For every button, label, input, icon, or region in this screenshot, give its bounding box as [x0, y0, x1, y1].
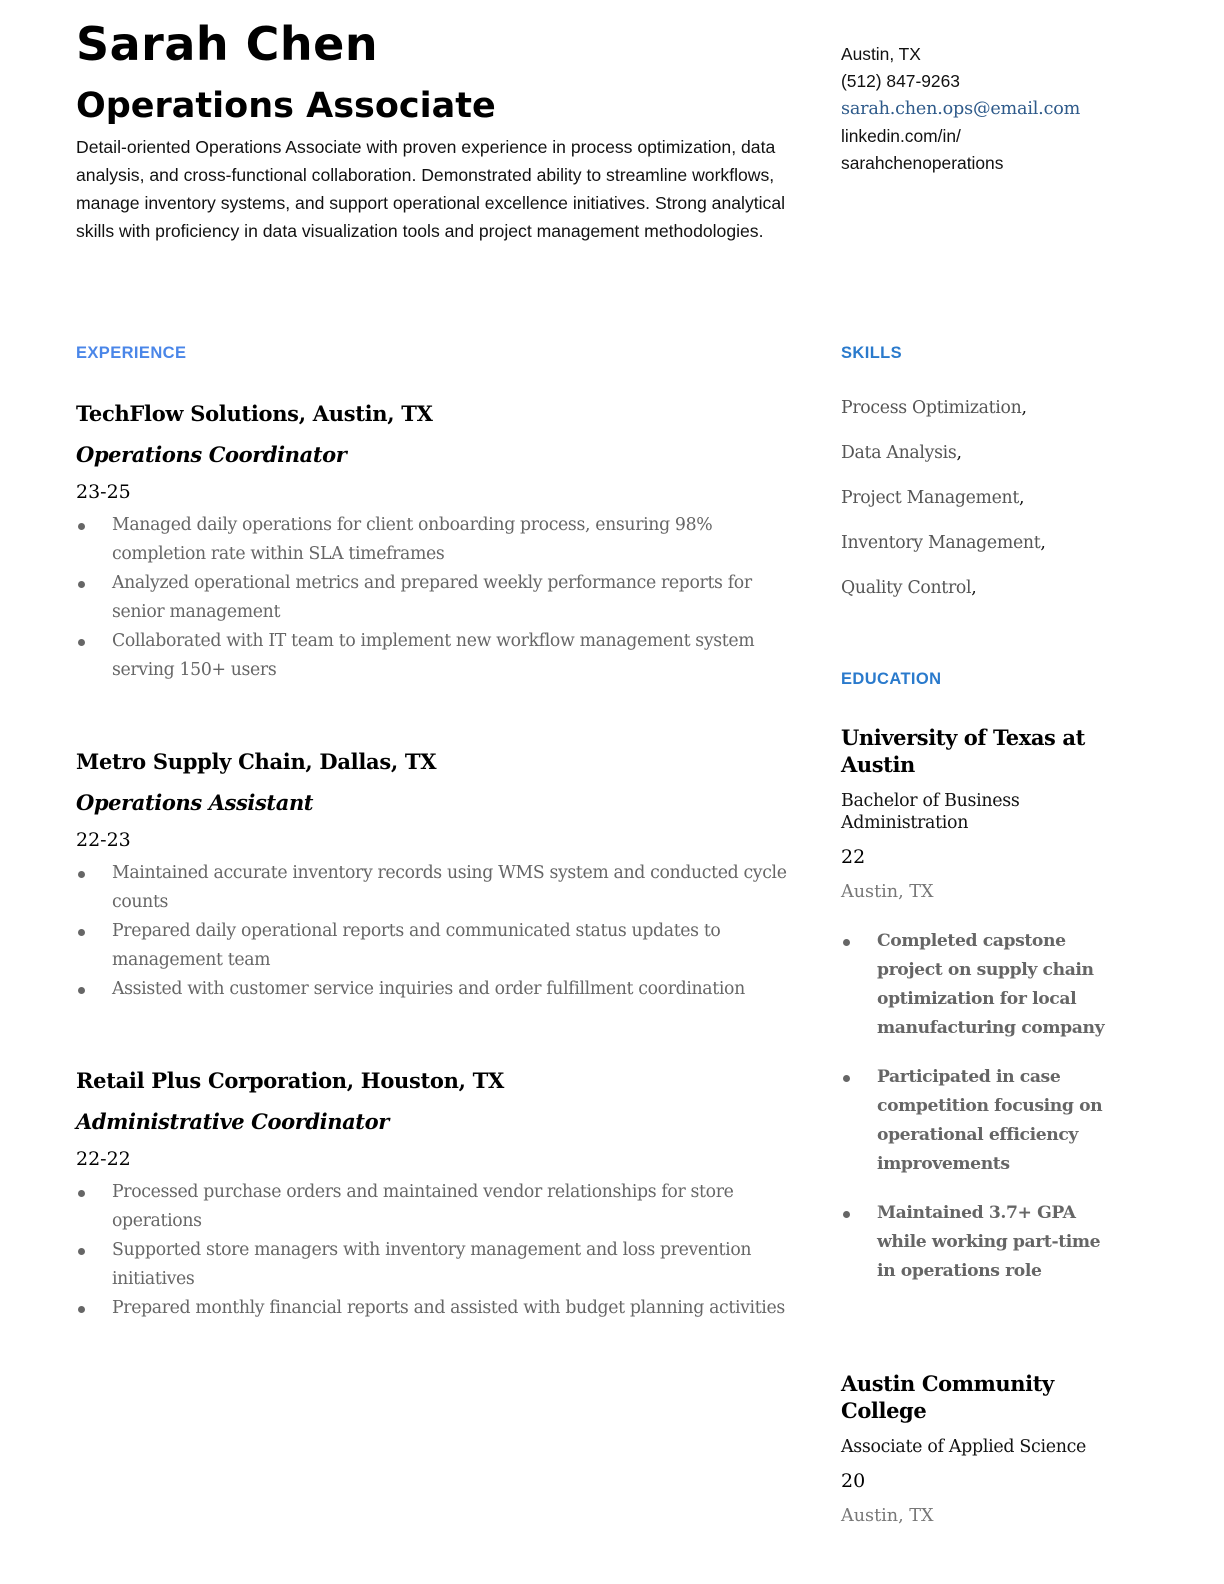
- bullet-icon: [78, 523, 85, 530]
- bullet-text: Collaborated with IT team to implement new workflow management system serving 150+ users: [112, 631, 755, 680]
- bullet-item: [841, 1063, 1111, 1179]
- skill-separator: ,: [1040, 533, 1046, 553]
- bullet-item: [76, 627, 791, 685]
- contact-location: Austin, TX: [841, 44, 921, 64]
- skill-item: [841, 394, 1121, 439]
- skill-label: Inventory Management: [841, 533, 1041, 553]
- contact-info: [841, 41, 1121, 177]
- contact-linkedin-line-1: linkedin.com/in/: [841, 125, 961, 146]
- graduation-year: 22: [841, 846, 866, 868]
- skills-heading: SKILLS: [841, 344, 903, 362]
- bullet-text: Maintained accurate inventory records using WMS system and conducted cycle counts: [112, 863, 787, 912]
- bullet-item: [76, 1178, 791, 1236]
- graduation-year: 20: [841, 1470, 866, 1492]
- job-bullets: [76, 511, 791, 685]
- bullet-item: [76, 975, 791, 1004]
- skill-label: Quality Control: [841, 578, 972, 598]
- school-location: Austin, TX: [841, 882, 934, 902]
- bullet-icon: [78, 581, 85, 588]
- job-dates: 22-22: [76, 1148, 131, 1170]
- bullet-text: Prepared daily operational reports and communicated status updates to management team: [112, 921, 721, 970]
- job-dates: 23-25: [76, 481, 131, 503]
- contact-phone: (512) 847-9263: [841, 71, 960, 92]
- job-bullets: [76, 859, 791, 1004]
- job-role: Operations Coordinator: [76, 442, 347, 467]
- skill-item: [841, 574, 1121, 619]
- bullet-icon: [78, 639, 85, 646]
- bullet-icon: [78, 1248, 85, 1255]
- school-name: Austin Community College: [841, 1371, 1054, 1423]
- skill-item: [841, 484, 1121, 529]
- bullet-text: Supported store managers with inventory management and loss prevention initiatives: [112, 1240, 752, 1289]
- experience-heading: EXPERIENCE: [76, 344, 187, 362]
- company-name: Metro Supply Chain, Dallas, TX: [76, 749, 437, 774]
- skill-separator: ,: [956, 443, 962, 463]
- education-entry: [841, 1370, 1111, 1529]
- bullet-icon: [843, 1211, 850, 1218]
- job-bullets: [76, 1178, 791, 1323]
- bullet-item: [841, 1199, 1111, 1286]
- bullet-text: Participated in case competition focusing on operational efficiency improvements: [877, 1067, 1103, 1174]
- bullet-item: [841, 927, 1111, 1043]
- experience-entry: [76, 1067, 791, 1323]
- bullet-item: [76, 569, 791, 627]
- job-title: Operations Associate: [76, 86, 496, 126]
- bullet-text: Analyzed operational metrics and prepared weekly performance reports for senior management: [112, 573, 752, 622]
- education-heading: EDUCATION: [841, 670, 942, 688]
- bullet-text: Maintained 3.7+ GPA while working part-time in operations role: [877, 1203, 1101, 1281]
- skill-separator: ,: [1021, 398, 1027, 418]
- bullet-text: Managed daily operations for client onboarding process, ensuring 98% completion rate within SLA timeframes: [112, 515, 713, 564]
- bullet-icon: [78, 929, 85, 936]
- skill-label: Data Analysis: [841, 443, 957, 463]
- skill-item: [841, 439, 1121, 484]
- education-entry: [841, 724, 1111, 1306]
- bullet-text: Assisted with customer service inquiries and order fulfillment coordination: [112, 979, 745, 999]
- bullet-text: Completed capstone project on supply chain optimization for local manufacturing company: [877, 931, 1105, 1038]
- bullet-text: Prepared monthly financial reports and assisted with budget planning activities: [112, 1298, 785, 1318]
- bullet-item: [76, 859, 791, 917]
- bullet-icon: [78, 871, 85, 878]
- bullet-item: [76, 917, 791, 975]
- skill-item: [841, 529, 1121, 574]
- contact-email-link[interactable]: sarah.chen.ops@email.com: [841, 98, 1081, 119]
- skills-list: [841, 394, 1121, 619]
- bullet-item: [76, 1236, 791, 1294]
- bullet-icon: [78, 987, 85, 994]
- experience-entry: [76, 400, 791, 685]
- bullet-icon: [843, 939, 850, 946]
- bullet-item: [76, 511, 791, 569]
- education-bullets: [841, 927, 1111, 1286]
- bullet-icon: [78, 1190, 85, 1197]
- school-location: Austin, TX: [841, 1506, 934, 1526]
- experience-entry: [76, 748, 791, 1004]
- bullet-icon: [78, 1306, 85, 1313]
- bullet-text: Processed purchase orders and maintained vendor relationships for store operations: [112, 1182, 734, 1231]
- degree-name: Bachelor of Business Administration: [841, 791, 1020, 833]
- job-role: Operations Assistant: [76, 790, 314, 815]
- company-name: Retail Plus Corporation, Houston, TX: [76, 1068, 504, 1093]
- candidate-name: Sarah Chen: [76, 17, 379, 71]
- professional-summary: Detail-oriented Operations Associate with proven experience in process optimization, data analysis, and cross-functional collaboration. Demonstrated ability to streamline workflows, manage inventory systems, and support operational excellence initiatives. Strong analytical skills with proficiency in data visualization tools and project management methodologies.: [76, 137, 786, 241]
- job-role: Administrative Coordinator: [76, 1109, 389, 1134]
- contact-linkedin-line-2: sarahchenoperations: [841, 153, 1004, 174]
- skill-separator: ,: [1019, 488, 1025, 508]
- skill-label: Process Optimization: [841, 398, 1022, 418]
- school-name: University of Texas at Austin: [841, 725, 1085, 777]
- skill-separator: ,: [971, 578, 977, 598]
- company-name: TechFlow Solutions, Austin, TX: [76, 401, 433, 426]
- bullet-item: [76, 1294, 791, 1323]
- skill-label: Project Management: [841, 488, 1020, 508]
- bullet-icon: [843, 1075, 850, 1082]
- degree-name: Associate of Applied Science: [841, 1437, 1087, 1457]
- job-dates: 22-23: [76, 829, 131, 851]
